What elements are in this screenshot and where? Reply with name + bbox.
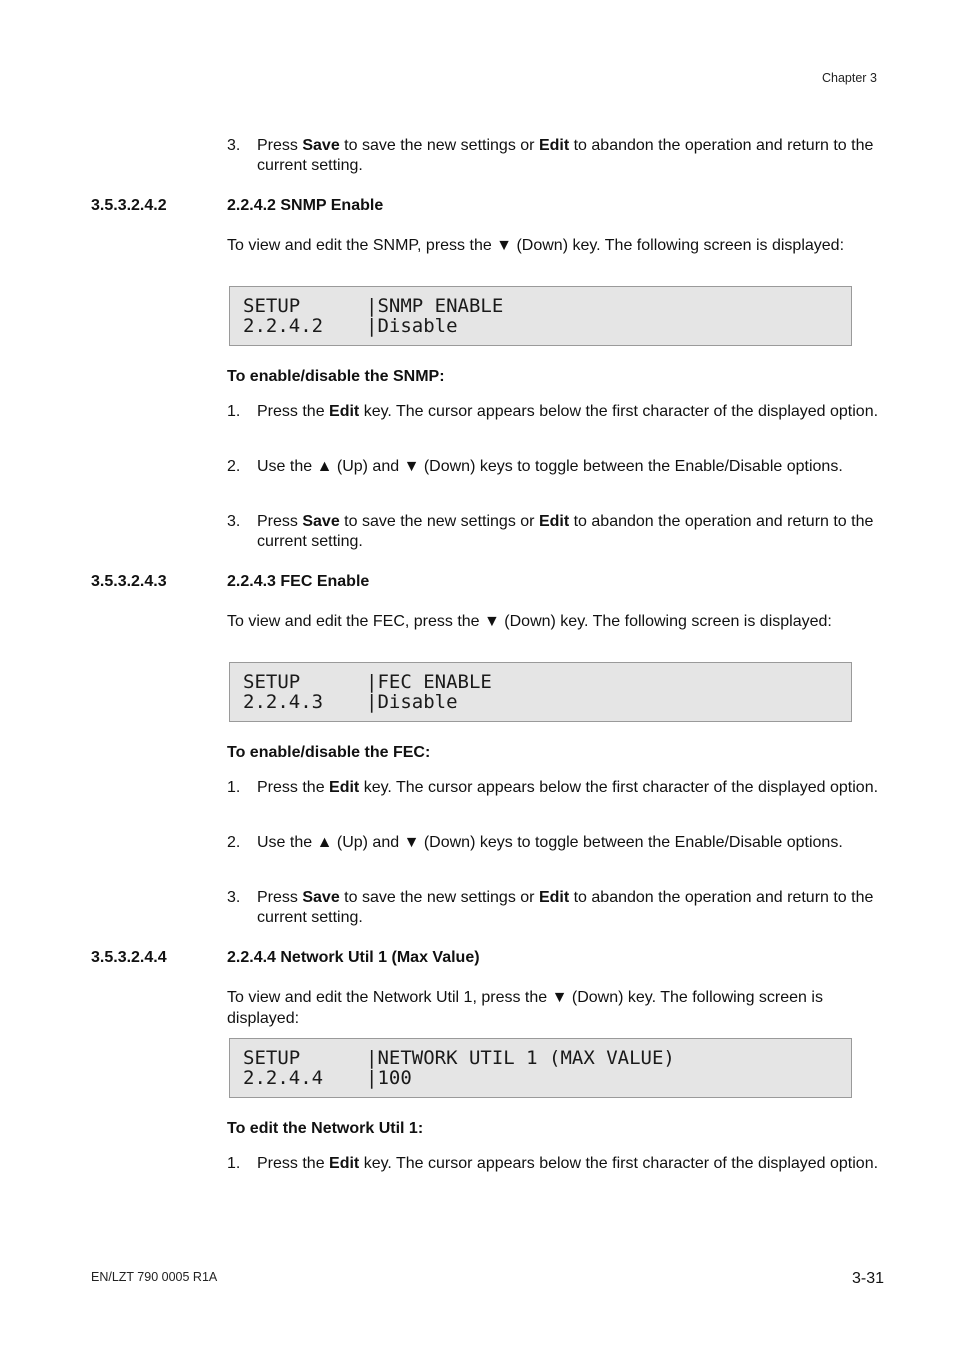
page-number: 3-31 — [852, 1270, 885, 1287]
step-text: Press Save to save the new settings or Edit to abandon the operation and return to the current setting. — [257, 137, 874, 174]
section-intro: To view and edit the SNMP, press the ▼ (Down) key. The following screen is displayed: — [227, 237, 845, 254]
section-number: 3.5.3.2.4.2 — [91, 197, 167, 214]
step-number: 3. — [227, 513, 241, 530]
lcd-screen — [229, 662, 852, 722]
section-title: 2.2.4.4 Network Util 1 (Max Value) — [227, 949, 480, 966]
step-text: Press the Edit key. The cursor appears below the first character of the displayed option. — [257, 403, 879, 420]
step-number: 1. — [227, 403, 241, 420]
lcd-text: |FEC ENABLE — [366, 671, 492, 693]
section-title: 2.2.4.2 SNMP Enable — [227, 197, 384, 214]
step-text: Press Save to save the new settings or Edit to abandon the operation and return to the current setting. — [257, 513, 874, 550]
step-text: Press the Edit key. The cursor appears below the first character of the displayed option. — [257, 779, 879, 796]
lcd-text: SETUP — [243, 1047, 301, 1069]
lcd-text: SETUP — [243, 671, 301, 693]
lcd-text: SETUP — [243, 295, 301, 317]
lcd-text: 2.2.4.2 — [243, 315, 324, 337]
lcd-screen — [229, 1038, 852, 1098]
step-number: 3. — [227, 137, 241, 154]
section-title: 2.2.4.3 FEC Enable — [227, 573, 370, 590]
lcd-text: |100 — [366, 1067, 412, 1089]
lcd-text: 2.2.4.3 — [243, 691, 324, 713]
section-intro: To view and edit the FEC, press the ▼ (Down) key. The following screen is displayed: — [227, 613, 832, 630]
step-number: 3. — [227, 889, 241, 906]
lcd-text: |SNMP ENABLE — [366, 295, 504, 317]
step-number: 1. — [227, 779, 241, 796]
step-number: 2. — [227, 458, 241, 475]
subheading: To enable/disable the SNMP: — [227, 368, 445, 385]
step-text: Use the ▲ (Up) and ▼ (Down) keys to toggle between the Enable/Disable options. — [257, 458, 843, 475]
lcd-text: |Disable — [366, 315, 458, 337]
step-number: 1. — [227, 1155, 241, 1172]
step-text: Press the Edit key. The cursor appears below the first character of the displayed option. — [257, 1155, 879, 1172]
section-number: 3.5.3.2.4.4 — [91, 949, 167, 966]
lcd-text: |NETWORK UTIL 1 (MAX VALUE) — [366, 1047, 675, 1069]
lcd-text: |Disable — [366, 691, 458, 713]
chapter-header: Chapter 3 — [822, 71, 877, 85]
section-intro: To view and edit the Network Util 1, press the ▼ (Down) key. The following screen is displayed: — [227, 989, 823, 1027]
subheading: To enable/disable the FEC: — [227, 744, 431, 761]
lcd-screen — [229, 286, 852, 346]
step-text: Use the ▲ (Up) and ▼ (Down) keys to toggle between the Enable/Disable options. — [257, 834, 843, 851]
section-number: 3.5.3.2.4.3 — [91, 573, 167, 590]
subheading: To edit the Network Util 1: — [227, 1120, 424, 1137]
step-text: Press Save to save the new settings or Edit to abandon the operation and return to the current setting. — [257, 889, 874, 926]
lcd-text: 2.2.4.4 — [243, 1067, 324, 1089]
step-number: 2. — [227, 834, 241, 851]
document-id: EN/LZT 790 0005 R1A — [91, 1270, 218, 1284]
